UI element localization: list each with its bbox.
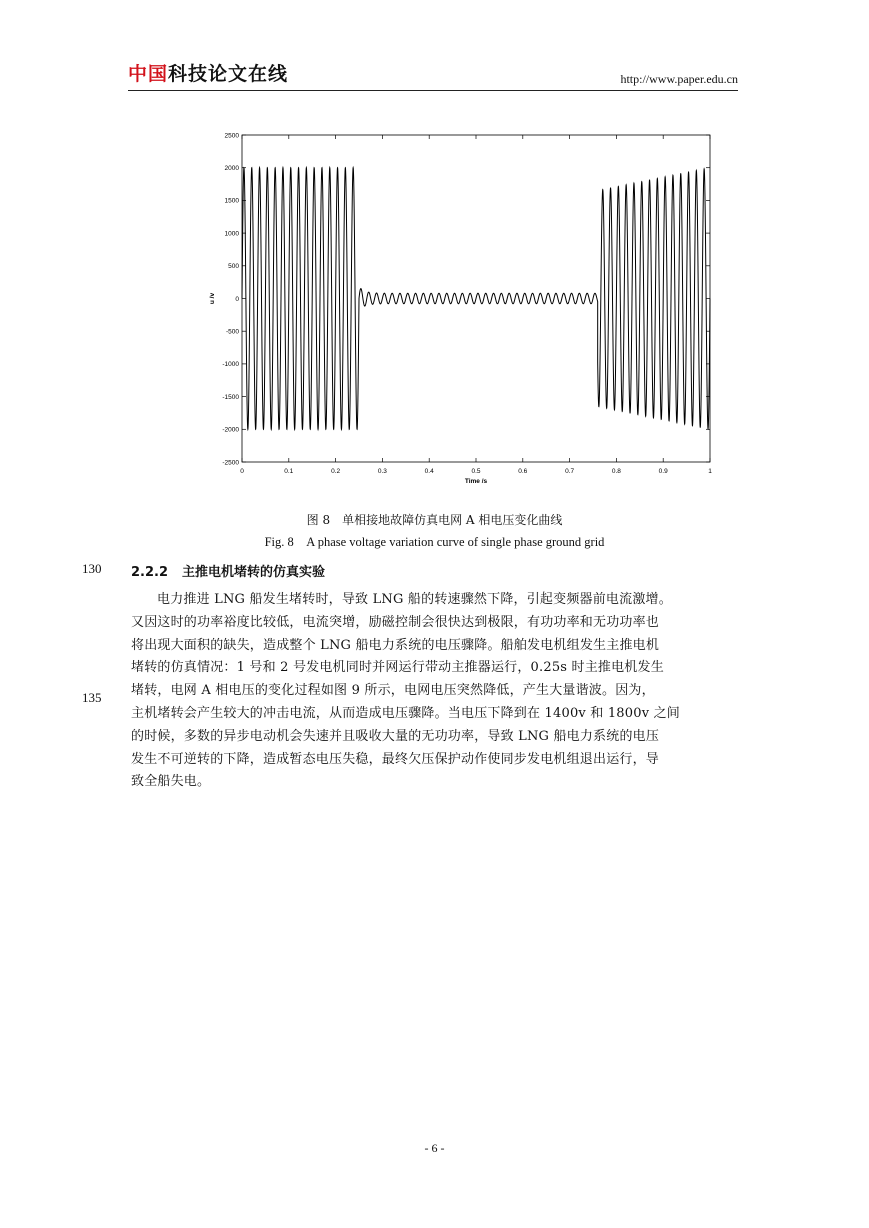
line-number-135: 135 (82, 690, 102, 705)
figure-caption-cn: 图 8 单相接地故障仿真电网 A 相电压变化曲线 (306, 513, 563, 527)
y-tick-label: 2500 (224, 132, 239, 140)
logo-red-part: 中国 (128, 63, 169, 85)
x-tick-label: 0.5 (471, 468, 481, 475)
line-number-130: 130 (82, 561, 102, 576)
page-header (128, 62, 738, 91)
y-tick-label: -2500 (222, 459, 239, 467)
body-line: 的时候，多数的异步电动机会失速并且吸收大量的无功功率，导致 LNG 船电力系统的电压 (131, 728, 660, 744)
x-tick-label: 0.8 (611, 468, 621, 475)
body-line: 主机堵转会产生较大的冲击电流，从而造成电压骤降。当电压下降到在 1400v 和 1800v 之间 (131, 705, 680, 721)
x-tick-label: 1 (708, 468, 712, 475)
x-tick-label: 0.6 (518, 468, 528, 475)
figure-caption-en: Fig. 8 A phase voltage variation curve of single phase ground grid (264, 535, 605, 549)
x-tick-label: 0.1 (284, 468, 294, 475)
y-tick-label: -2000 (222, 426, 239, 434)
y-tick-label: -1000 (222, 361, 239, 369)
voltage-chart (195, 125, 725, 485)
body-paragraph (131, 589, 739, 794)
page-number: - 6 - (424, 1141, 445, 1155)
x-tick-label: 0.3 (377, 468, 387, 475)
x-tick-label: 0 (240, 468, 244, 475)
y-tick-label: 2000 (224, 165, 239, 172)
body-line: 堵转的仿真情况：1 号和 2 号发电机同时并网运行带动主推器运行，0.25s 时主推电机发生 (131, 660, 664, 676)
y-tick-label: -1500 (222, 393, 239, 401)
section-heading (0, 561, 869, 583)
x-tick-label: 0.4 (424, 468, 434, 475)
x-axis-label: Time /s (464, 478, 488, 485)
series-line-phase-a (242, 168, 710, 430)
logo-black-part: 科技论文在线 (168, 63, 289, 85)
y-tick-label: -500 (225, 328, 239, 336)
section-title (131, 561, 325, 580)
body-line: 发生不可逆转的下降，造成暂态电压失稳，最终欠压保护动作使同步发电机组退出运行，导 (131, 751, 660, 767)
body-line: 堵转，电网 A 相电压的变化过程如图 9 所示，电网电压突然降低，产生大量谐波。因为， (131, 683, 655, 699)
body-line: 将出现大面积的缺失，造成整个 LNG 船电力系统的电压骤降。船舶发电机组发生主推电机 (131, 637, 660, 653)
y-tick-label: 1000 (224, 230, 239, 238)
y-axis-label: u /v (209, 292, 216, 305)
journal-logo (128, 62, 288, 86)
body-line: 致全船失电。 (131, 774, 211, 790)
y-tick-label: 1500 (224, 197, 239, 205)
x-tick-label: 0.9 (658, 468, 668, 475)
x-tick-label: 0.2 (331, 468, 341, 475)
header-url[interactable]: http://www.paper.edu.cn (620, 72, 738, 86)
x-tick-label: 0.7 (565, 468, 575, 475)
section-title-text: 主推电机堵转的仿真实验 (182, 565, 326, 580)
body-line: 又因这时的功率裕度比较低，电流突增，励磁控制会很快达到极限，有功功率和无功功率也 (131, 614, 660, 630)
y-tick-label: 0 (235, 295, 239, 303)
body-line: 电力推进 LNG 船发生堵转时，导致 LNG 船的转速骤然下降，引起变频器前电流激增。 (157, 592, 672, 607)
y-tick-label: 500 (228, 263, 239, 271)
section-number: 2.2.2 (131, 565, 169, 580)
